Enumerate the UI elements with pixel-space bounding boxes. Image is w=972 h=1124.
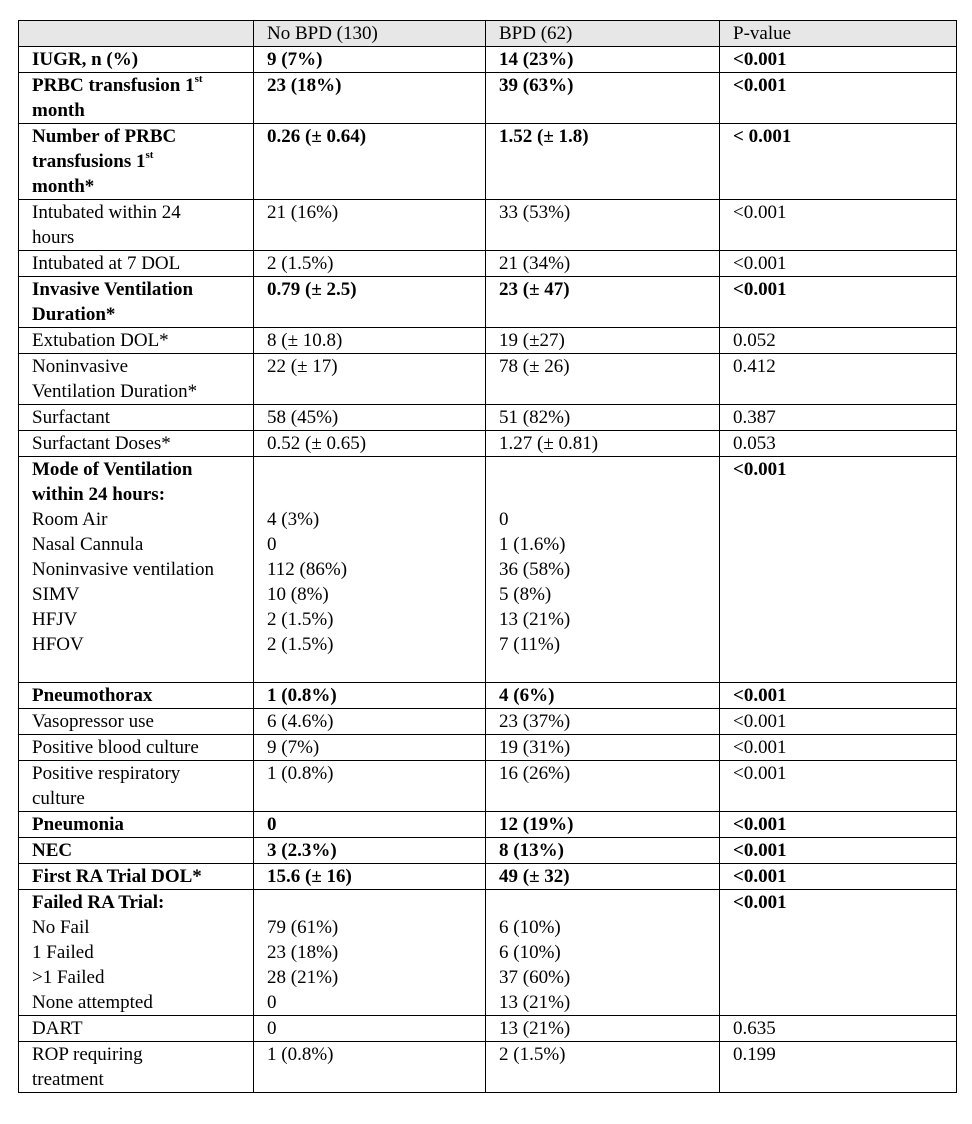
cell-value: 8 (± 10.8) xyxy=(267,330,343,351)
cell-value: 4 (6%) xyxy=(499,685,555,706)
no-bpd-cell xyxy=(254,457,486,683)
row-label-text: Noninvasive xyxy=(32,356,129,377)
bpd-cell xyxy=(486,709,720,735)
row-label-cell xyxy=(19,812,254,838)
cell-value: 12 (19%) xyxy=(499,814,574,835)
no-bpd-cell xyxy=(254,761,486,812)
no-bpd-cell xyxy=(254,200,486,251)
cell-value: 0 xyxy=(499,509,509,530)
table-row xyxy=(19,200,957,251)
bpd-cell xyxy=(486,200,720,251)
cell-value: 39 (63%) xyxy=(499,75,574,96)
header-cell xyxy=(19,21,254,47)
cell-value: 0 xyxy=(267,814,277,835)
row-label-text: culture xyxy=(32,788,85,809)
row-label-cell xyxy=(19,328,254,354)
bpd-cell xyxy=(486,683,720,709)
row-label xyxy=(32,812,253,837)
cell-value: 7 (11%) xyxy=(499,634,561,655)
p-value: <0.001 xyxy=(733,279,787,300)
no-bpd-cell xyxy=(254,1016,486,1042)
table-row xyxy=(19,457,957,683)
no-bpd-cell xyxy=(254,431,486,457)
row-label-text: Nasal Cannula xyxy=(32,534,144,555)
no-bpd-cell xyxy=(254,73,486,124)
row-label-text: IUGR, n (%) xyxy=(32,49,139,70)
p-value: <0.001 xyxy=(733,711,787,732)
p-value: <0.001 xyxy=(733,75,787,96)
data-table xyxy=(18,20,957,1093)
row-label-cell xyxy=(19,864,254,890)
p-value: 0.053 xyxy=(733,433,776,454)
cell-value: 112 (86%) xyxy=(267,559,348,580)
bpd-cell xyxy=(486,277,720,328)
no-bpd-cell xyxy=(254,251,486,277)
row-label xyxy=(32,302,253,327)
row-label-cell xyxy=(19,47,254,73)
table-row xyxy=(19,1016,957,1042)
cell-value: 0 xyxy=(267,534,277,555)
cell-value: 21 (34%) xyxy=(499,253,571,274)
row-label-text: Vasopressor use xyxy=(32,711,154,732)
p-value: <0.001 xyxy=(733,737,787,758)
p-value-cell xyxy=(720,1042,957,1093)
cell-value: 15.6 (± 16) xyxy=(267,866,352,887)
bpd-cell xyxy=(486,761,720,812)
table-row xyxy=(19,431,957,457)
row-label xyxy=(32,98,253,123)
bpd-cell xyxy=(486,124,720,200)
p-value-cell xyxy=(720,431,957,457)
row-label-cell xyxy=(19,73,254,124)
row-label-cell xyxy=(19,457,254,683)
cell-value: 23 (18%) xyxy=(267,75,342,96)
row-label xyxy=(32,149,253,174)
row-label xyxy=(32,761,253,786)
p-value: 0.387 xyxy=(733,407,776,428)
cell-value: 0.79 (± 2.5) xyxy=(267,279,357,300)
cell-value: 5 (8%) xyxy=(499,584,552,605)
row-label-cell xyxy=(19,200,254,251)
p-value: <0.001 xyxy=(733,763,787,784)
row-label-text: month* xyxy=(32,176,95,197)
row-label-cell xyxy=(19,890,254,1016)
row-label-text: hours xyxy=(32,227,75,248)
table-row xyxy=(19,709,957,735)
bpd-cell xyxy=(486,1016,720,1042)
cell-value: 2 (1.5%) xyxy=(267,634,334,655)
row-label-text: Pneumonia xyxy=(32,814,124,835)
row-label xyxy=(32,507,253,532)
cell-value: 23 (37%) xyxy=(499,711,571,732)
table-row xyxy=(19,354,957,405)
cell-value: 23 (18%) xyxy=(267,942,339,963)
p-value: 0.635 xyxy=(733,1018,776,1039)
cell-value: 1 (0.8%) xyxy=(267,763,334,784)
table-row xyxy=(19,405,957,431)
row-label-cell xyxy=(19,405,254,431)
cell-value: 36 (58%) xyxy=(499,559,571,580)
row-label xyxy=(32,328,253,353)
row-label-cell xyxy=(19,431,254,457)
row-label xyxy=(32,1016,253,1041)
row-label xyxy=(32,990,253,1015)
bpd-cell xyxy=(486,405,720,431)
bpd-cell xyxy=(486,354,720,405)
cell-value: 19 (±27) xyxy=(499,330,565,351)
p-value-cell xyxy=(720,277,957,328)
cell-value: 4 (3%) xyxy=(267,509,320,530)
table-row xyxy=(19,683,957,709)
p-value-cell xyxy=(720,457,957,683)
row-label xyxy=(32,864,253,889)
row-label-text: None attempted xyxy=(32,992,153,1013)
row-label xyxy=(32,683,253,708)
bpd-cell xyxy=(486,890,720,1016)
row-label-cell xyxy=(19,838,254,864)
cell-value: 1 (1.6%) xyxy=(499,534,566,555)
p-value: <0.001 xyxy=(733,892,787,913)
p-value: <0.001 xyxy=(733,49,787,70)
group-heading: Mode of Ventilation xyxy=(32,459,193,480)
cell-value: 33 (53%) xyxy=(499,202,571,223)
row-label xyxy=(32,965,253,990)
row-label-text: Ventilation Duration* xyxy=(32,381,198,402)
bpd-cell xyxy=(486,47,720,73)
no-bpd-cell xyxy=(254,124,486,200)
row-label-cell xyxy=(19,735,254,761)
cell-value: 28 (21%) xyxy=(267,967,339,988)
p-value-cell xyxy=(720,405,957,431)
row-label-text: month xyxy=(32,100,85,121)
p-value-cell xyxy=(720,1016,957,1042)
row-label xyxy=(32,709,253,734)
header-row xyxy=(19,21,957,47)
p-value-cell xyxy=(720,890,957,1016)
row-label xyxy=(32,632,253,657)
header-cell: P-value xyxy=(720,21,957,47)
cell-value: 1.52 (± 1.8) xyxy=(499,126,589,147)
table-row xyxy=(19,251,957,277)
cell-value: 6 (10%) xyxy=(499,942,561,963)
p-value-cell xyxy=(720,124,957,200)
bpd-cell xyxy=(486,328,720,354)
no-bpd-cell xyxy=(254,735,486,761)
p-value: <0.001 xyxy=(733,202,787,223)
p-value-cell xyxy=(720,354,957,405)
cell-value: 79 (61%) xyxy=(267,917,339,938)
p-value: <0.001 xyxy=(733,685,787,706)
row-label-text: Duration* xyxy=(32,304,116,325)
row-label-text: transfusions 1 xyxy=(32,151,146,172)
row-label-text: 1 Failed xyxy=(32,942,94,963)
no-bpd-cell xyxy=(254,683,486,709)
row-label-text: Pneumothorax xyxy=(32,685,153,706)
cell-value: 0.26 (± 0.64) xyxy=(267,126,367,147)
p-value-cell xyxy=(720,683,957,709)
cell-value: 13 (21%) xyxy=(499,609,571,630)
row-label-text: HFJV xyxy=(32,609,78,630)
row-label-cell xyxy=(19,761,254,812)
row-label xyxy=(32,200,253,225)
no-bpd-cell xyxy=(254,47,486,73)
table-row xyxy=(19,761,957,812)
superscript: st xyxy=(194,72,203,85)
cell-value: 6 (10%) xyxy=(499,917,561,938)
row-label xyxy=(32,557,253,582)
row-label xyxy=(32,251,253,276)
cell-value: 2 (1.5%) xyxy=(499,1044,566,1065)
row-label-text: DART xyxy=(32,1018,83,1039)
no-bpd-cell xyxy=(254,890,486,1016)
p-value-cell xyxy=(720,761,957,812)
row-label-text: Intubated within 24 xyxy=(32,202,181,223)
header-cell: BPD (62) xyxy=(486,21,720,47)
p-value-cell xyxy=(720,735,957,761)
row-label-text: First RA Trial DOL* xyxy=(32,866,202,887)
cell-value: 14 (23%) xyxy=(499,49,574,70)
group-heading: Failed RA Trial: xyxy=(32,892,165,913)
table-row xyxy=(19,1042,957,1093)
row-label-cell xyxy=(19,354,254,405)
row-label-text: ROP requiring xyxy=(32,1044,143,1065)
cell-value: 0 xyxy=(267,1018,277,1039)
row-label-text: Room Air xyxy=(32,509,108,530)
row-label xyxy=(32,225,253,250)
cell-value: 19 (31%) xyxy=(499,737,571,758)
row-label-text: SIMV xyxy=(32,584,80,605)
table-row xyxy=(19,864,957,890)
row-label-cell xyxy=(19,1016,254,1042)
row-label-cell xyxy=(19,124,254,200)
p-value-cell xyxy=(720,328,957,354)
p-value: <0.001 xyxy=(733,253,787,274)
cell-value: 1 (0.8%) xyxy=(267,685,337,706)
cell-value: 9 (7%) xyxy=(267,49,323,70)
table-row xyxy=(19,812,957,838)
table-row xyxy=(19,838,957,864)
p-value: 0.199 xyxy=(733,1044,776,1065)
no-bpd-cell xyxy=(254,1042,486,1093)
row-label-text: NEC xyxy=(32,840,73,861)
superscript: st xyxy=(145,148,154,161)
row-label xyxy=(32,47,253,72)
cell-value: 16 (26%) xyxy=(499,763,571,784)
table-row xyxy=(19,328,957,354)
row-label xyxy=(32,532,253,557)
cell-value: 13 (21%) xyxy=(499,1018,571,1039)
no-bpd-cell xyxy=(254,709,486,735)
cell-value: 22 (± 17) xyxy=(267,356,338,377)
row-label xyxy=(32,124,253,149)
row-label xyxy=(32,838,253,863)
p-value: <0.001 xyxy=(733,814,787,835)
bpd-cell xyxy=(486,812,720,838)
group-heading: within 24 hours: xyxy=(32,484,166,505)
cell-value: 9 (7%) xyxy=(267,737,320,758)
no-bpd-cell xyxy=(254,864,486,890)
row-label-text: Invasive Ventilation xyxy=(32,279,194,300)
row-label-text: PRBC transfusion 1 xyxy=(32,75,195,96)
cell-value: 78 (± 26) xyxy=(499,356,570,377)
row-label-text: Noninvasive ventilation xyxy=(32,559,215,580)
row-label xyxy=(32,405,253,430)
row-label xyxy=(32,915,253,940)
cell-value: 13 (21%) xyxy=(499,992,571,1013)
cell-value: 51 (82%) xyxy=(499,407,571,428)
cell-value: 1 (0.8%) xyxy=(267,1044,334,1065)
table-row xyxy=(19,890,957,1016)
p-value: 0.412 xyxy=(733,356,776,377)
row-label-cell xyxy=(19,277,254,328)
p-value-cell xyxy=(720,812,957,838)
cell-value: 2 (1.5%) xyxy=(267,253,334,274)
no-bpd-cell xyxy=(254,838,486,864)
table-row xyxy=(19,124,957,200)
cell-value: 58 (45%) xyxy=(267,407,339,428)
table-row xyxy=(19,277,957,328)
cell-value: 0 xyxy=(267,992,277,1013)
row-label-cell xyxy=(19,709,254,735)
p-value: 0.052 xyxy=(733,330,776,351)
p-value: < 0.001 xyxy=(733,126,792,147)
cell-value: 23 (± 47) xyxy=(499,279,570,300)
cell-value: 1.27 (± 0.81) xyxy=(499,433,599,454)
row-label xyxy=(32,1067,253,1092)
p-value-cell xyxy=(720,47,957,73)
p-value-cell xyxy=(720,838,957,864)
row-label-cell xyxy=(19,683,254,709)
cell-value: 6 (4.6%) xyxy=(267,711,334,732)
row-label-text: Positive blood culture xyxy=(32,737,199,758)
row-label-cell xyxy=(19,251,254,277)
bpd-cell xyxy=(486,1042,720,1093)
bpd-cell xyxy=(486,864,720,890)
header-cell: No BPD (130) xyxy=(254,21,486,47)
cell-value: 37 (60%) xyxy=(499,967,571,988)
row-label-text: HFOV xyxy=(32,634,84,655)
no-bpd-cell xyxy=(254,812,486,838)
cell-value: 49 (± 32) xyxy=(499,866,570,887)
p-value-cell xyxy=(720,709,957,735)
p-value-cell xyxy=(720,200,957,251)
bpd-cell xyxy=(486,251,720,277)
row-label xyxy=(32,607,253,632)
p-value: <0.001 xyxy=(733,866,787,887)
bpd-cell xyxy=(486,431,720,457)
p-value: <0.001 xyxy=(733,459,787,480)
row-label-text: Surfactant xyxy=(32,407,111,428)
p-value-cell xyxy=(720,73,957,124)
no-bpd-cell xyxy=(254,328,486,354)
row-label xyxy=(32,277,253,302)
bpd-cell xyxy=(486,73,720,124)
row-label-text: Number of PRBC xyxy=(32,126,177,147)
row-label xyxy=(32,582,253,607)
cell-value: 2 (1.5%) xyxy=(267,609,334,630)
cell-value: 0.52 (± 0.65) xyxy=(267,433,367,454)
p-value-cell xyxy=(720,251,957,277)
bpd-cell xyxy=(486,457,720,683)
row-label-text: No Fail xyxy=(32,917,90,938)
row-label xyxy=(32,1042,253,1067)
row-label-text: >1 Failed xyxy=(32,967,105,988)
p-value-cell xyxy=(720,864,957,890)
no-bpd-cell xyxy=(254,277,486,328)
row-label xyxy=(32,940,253,965)
row-label xyxy=(32,379,253,404)
bpd-cell xyxy=(486,838,720,864)
row-label xyxy=(32,354,253,379)
row-label-text: treatment xyxy=(32,1069,104,1090)
row-label xyxy=(32,174,253,199)
row-label-text: Intubated at 7 DOL xyxy=(32,253,181,274)
no-bpd-cell xyxy=(254,405,486,431)
no-bpd-cell xyxy=(254,354,486,405)
row-label xyxy=(32,786,253,811)
cell-value: 8 (13%) xyxy=(499,840,564,861)
table-row xyxy=(19,73,957,124)
row-label-text: Surfactant Doses* xyxy=(32,433,171,454)
table-row xyxy=(19,735,957,761)
p-value: <0.001 xyxy=(733,840,787,861)
cell-value: 10 (8%) xyxy=(267,584,329,605)
bpd-cell xyxy=(486,735,720,761)
row-label-text: Positive respiratory xyxy=(32,763,181,784)
row-label-text: Extubation DOL* xyxy=(32,330,169,351)
row-label xyxy=(32,431,253,456)
row-label xyxy=(32,73,253,98)
table-row xyxy=(19,47,957,73)
cell-value: 21 (16%) xyxy=(267,202,339,223)
row-label-cell xyxy=(19,1042,254,1093)
cell-value: 3 (2.3%) xyxy=(267,840,337,861)
row-label xyxy=(32,735,253,760)
